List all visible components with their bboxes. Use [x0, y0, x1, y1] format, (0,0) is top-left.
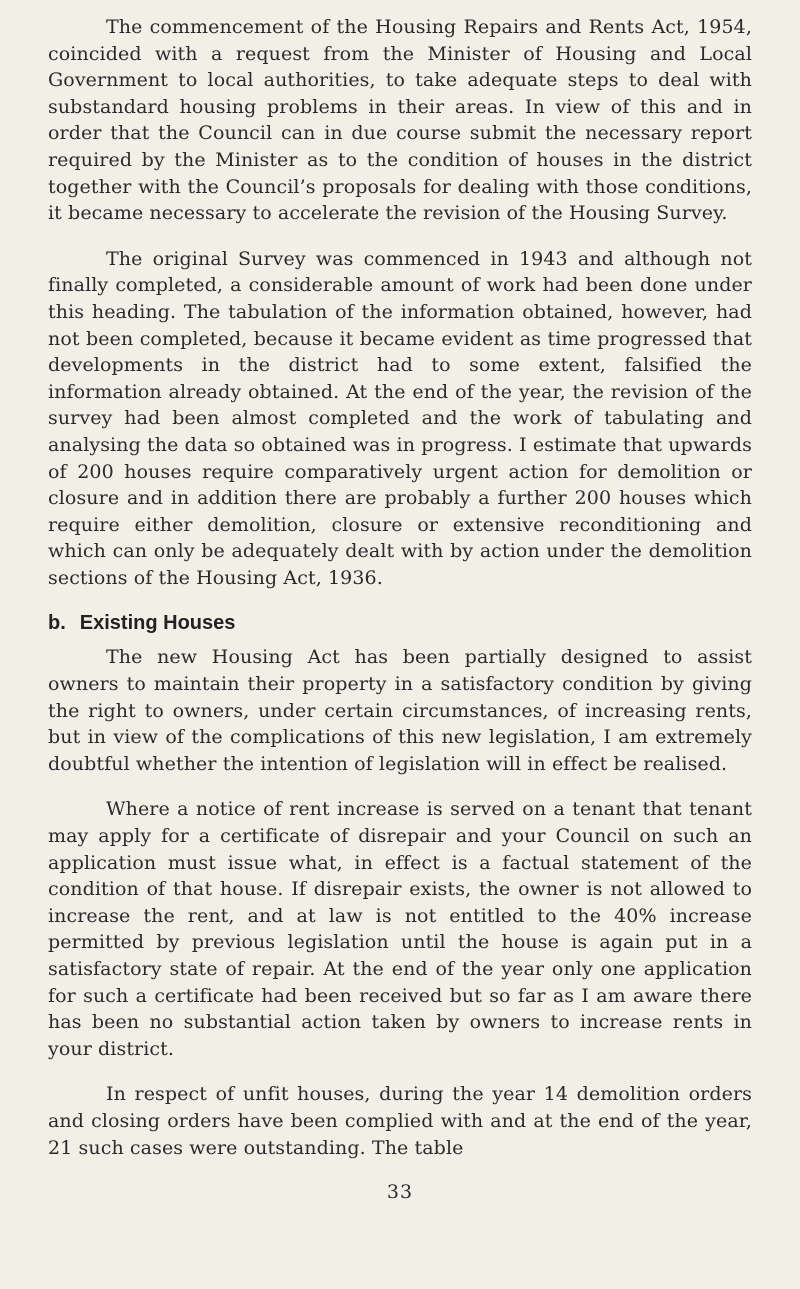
page-number: 33 [386, 1181, 414, 1203]
section-label: b. [48, 612, 66, 635]
paragraph-new-housing-act: The new Housing Act has been partially designed to assist owners to maintain their property in a satisfactory condition by giving the right to owners, under certain circumstances, of increasing rents, but in view of the complications of this new legislation, I am extremely doubtful whether the intention of legislation will in effect be realised. [48, 646, 752, 775]
paragraph-unfit-houses: In respect of unfit houses, during the year 14 demolition orders and closing orders have been complied with and at the end of the year, 21 such cases were outstanding. The table [48, 1083, 752, 1159]
paragraph-housing-repairs-act: The commencement of the Housing Repairs and Rents Act, 1954, coincided with a request from the Minister of Housing and Local Government to local authorities, to take adequate steps to deal with substandard housing problems in their areas. In view of this and in order that the Council can in due course submit the necessary report required by the Minister as to the condition of houses in the district together with the Council’s proposals for dealing with those conditions, it became necessary to accelerate the revision of the Housing Survey. [48, 16, 752, 225]
paragraph-original-survey: The original Survey was commenced in 1943 and although not finally completed, a considerable amount of work had been done under this heading. The tabulation of the information obtained, however, had not been completed, because it became evident as time progressed that developments in the district had to some extent, falsified the information already obtained. At the end of the year, the revision of the survey had been almost completed and the work of tabulating and analysing the data so obtained was in progress. I estimate that upwards of 200 houses require comparatively urgent action for demolition or closure and in addition there are probably a further 200 houses which require either demolition, closure or extensive reconditioning and which can only be adequately dealt with by action under the demolition sections of the Housing Act, 1936. [48, 247, 752, 589]
section-heading [48, 610, 752, 636]
section-title: Existing Houses [79, 612, 236, 635]
paragraph-rent-increase-notice: Where a notice of rent increase is served on a tenant that tenant may apply for a certificate of disrepair and your Council on such an application must issue what, in effect is a factual statement of the condition of that house. If disrepair exists, the owner is not allowed to increase the rent, and at law is not entitled to the 40% increase permitted by previous legislation until the house is again put in a satisfactory state of repair. At the end of the year only one application for such a certificate had been received but so far as I am aware there has been no substantial action taken by owners to increase rents in your district. [48, 798, 752, 1060]
